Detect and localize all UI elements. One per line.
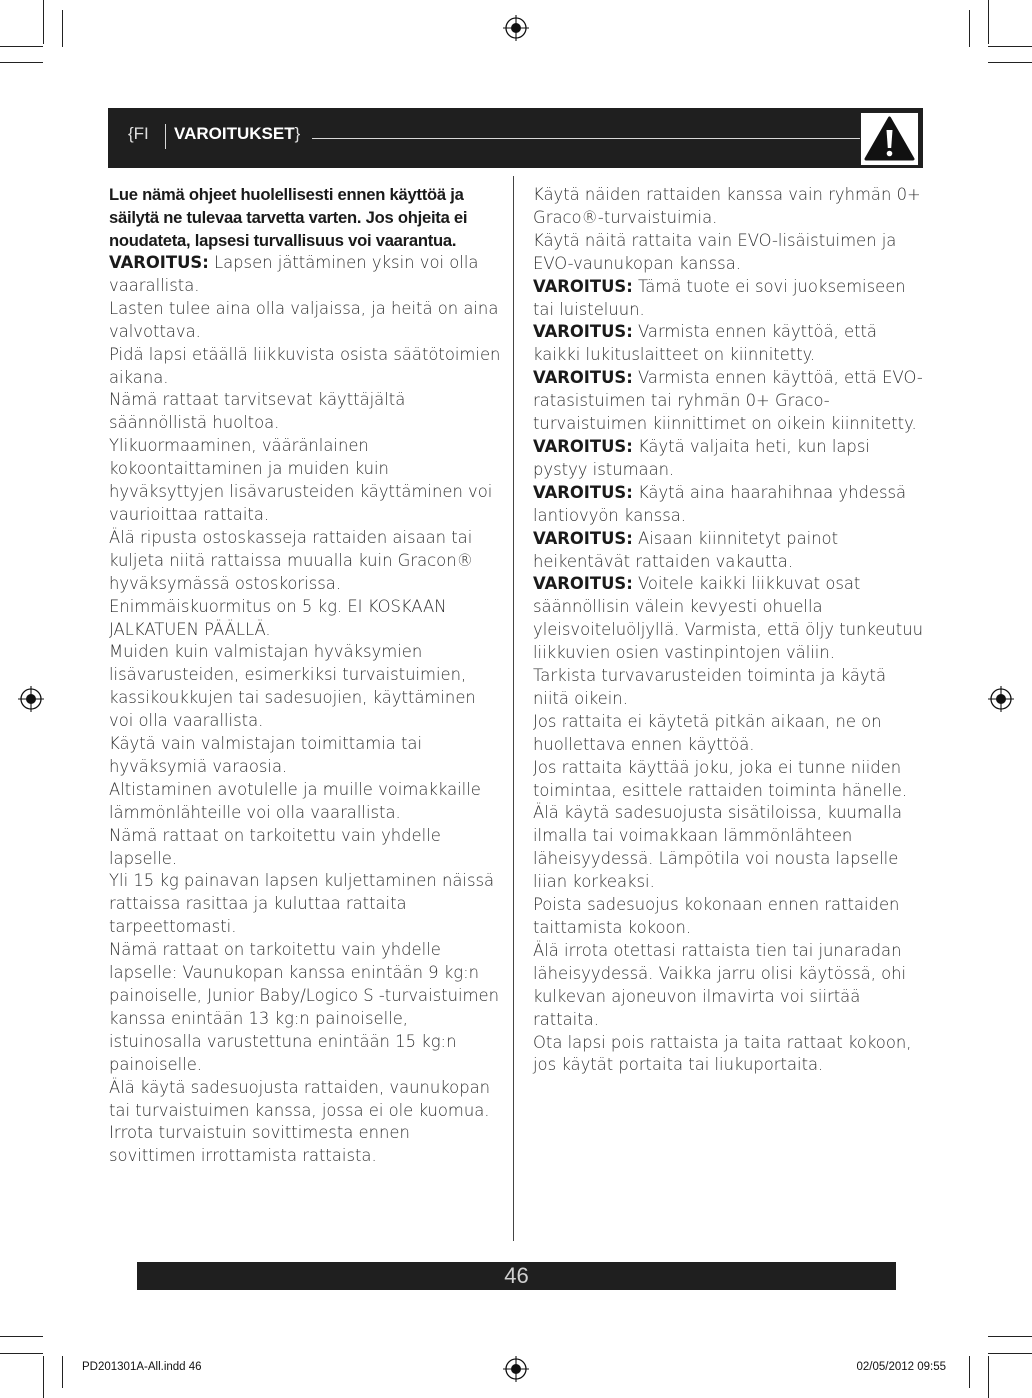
registration-mark-icon	[503, 1356, 529, 1382]
crop-mark	[62, 10, 63, 47]
crop-mark	[969, 10, 970, 47]
paragraph: Älä irrota otettasi rattaista tien tai junaradan läheisyydessä. Vaikka jarru olisi käytössä, ohi kulkevan ajoneuvon ilmavirta voi siirtää rattaita.	[533, 940, 907, 1029]
paragraph: Käytä näitä rattaita vain EVO-lisäistuimen ja EVO-vaunukopan kanssa.	[533, 230, 897, 273]
paragraph: Käytä näiden rattaiden kanssa vain ryhmän 0+ Graco®-turvaistuimia.	[533, 185, 921, 227]
crop-mark	[0, 1353, 43, 1354]
crop-mark	[988, 1356, 989, 1398]
header-rule	[312, 138, 860, 139]
warning-paragraph: VAROITUS: Varmista ennen käyttöä, että kaikki lukituslaitteet on kiinnitetty.	[533, 322, 877, 365]
paragraph: Lasten tulee aina olla valjaissa, ja heitä on aina valvottava.	[109, 298, 499, 341]
paragraph: Nämä rattaat tarvitsevat käyttäjältä säännöllistä huoltoa.	[109, 390, 406, 433]
paragraph: Altistaminen avotulelle ja muille voimakkaille lämmönlähteille voi olla vaarallista.	[109, 779, 481, 822]
crop-mark	[0, 62, 43, 63]
right-column	[533, 184, 925, 1077]
paragraph: Ylikuormaaminen, vääränlainen kokoontaittaminen ja muiden kuin hyväksyttyjen lisävarusteiden käyttäminen voi vaurioittaa rattaita.	[109, 436, 493, 524]
paragraph: Jos rattaita käyttää joku, joka ei tunne niiden toimintaa, esittele rattaiden toiminta hänelle.	[533, 757, 908, 800]
page-footer-bar	[137, 1262, 896, 1290]
paragraph: Älä ripusta ostoskasseja rattaiden aisaan tai kuljeta niitä rattaissa muualla kuin Gracon® hyväksymässä ostoskorissa. Enimmäiskuormitus on 5 kg. EI KOSKAAN JALKATUEN PÄÄLLÄ.	[109, 527, 473, 639]
crop-mark	[988, 1353, 1032, 1354]
crop-mark	[0, 1336, 43, 1337]
warning-paragraph: VAROITUS: Lapsen jättäminen yksin voi olla vaarallista.	[109, 253, 479, 295]
page-number: 46	[504, 1263, 529, 1288]
warning-triangle-icon	[861, 113, 918, 165]
slug-filename: PD201301A-All.indd 46	[82, 1361, 202, 1373]
warning-paragraph: VAROITUS: Käytä aina haarahihnaa yhdessä lantiovyön kanssa.	[533, 482, 907, 525]
paragraph: Älä käytä sadesuojusta rattaiden, vaunukopan tai turvaistuimen kanssa, jossa ei ole kuomua.	[109, 1077, 491, 1120]
column-divider	[513, 176, 514, 1241]
paragraph: Yli 15 kg painavan lapsen kuljettaminen näissä rattaissa rasittaa ja kuluttaa rattaita tarpeettomasti.	[109, 871, 495, 937]
crop-mark	[43, 0, 44, 44]
crop-mark	[62, 1356, 63, 1388]
crop-mark	[0, 46, 43, 47]
paragraph: Jos rattaita ei käytetä pitkän aikaan, ne on huollettava ennen käyttöä.	[533, 711, 882, 754]
intro-text: Lue nämä ohjeet huolellisesti ennen käyttöä ja säilytä ne tulevaa tarvetta varten. Jos ohjeita ei noudateta, lapsesi turvallisuus voi vaarantua.	[109, 185, 468, 250]
warning-paragraph: VAROITUS: Varmista ennen käyttöä, että EVO-ratasistuimen tai ryhmän 0+ Graco-turvaistuimen kiinnittimet on oikein kiinnitetty.	[533, 368, 923, 434]
warning-paragraph: VAROITUS: Aisaan kiinnitetyt painot heikentävät rattaiden vakautta.	[533, 528, 839, 571]
paragraph: Nämä rattaat on tarkoitettu vain yhdelle lapselle.	[109, 825, 441, 868]
language-code: {FI	[128, 124, 149, 143]
paragraph: Tarkista turvavarusteiden toiminta ja käytä niitä oikein.	[533, 666, 887, 708]
crop-mark	[43, 1356, 44, 1398]
paragraph: Käytä vain valmistajan toimittamia tai hyväksymiä varaosia.	[109, 734, 423, 776]
crop-mark	[988, 62, 1032, 63]
paragraph: Irrota turvaistuin sovittimesta ennen sovittimen irrottamista rattaista.	[109, 1123, 410, 1166]
registration-mark-icon	[503, 15, 529, 41]
left-column	[109, 183, 501, 1168]
slug-date: 02/05/2012 09:55	[856, 1361, 946, 1373]
paragraph: Älä käytä sadesuojusta sisätiloissa, kuumalla ilmalla tai voimakkaan lämmönlähteen läheisyydessä. Lämpötila voi nousta lapselle liian korkeaksi.	[533, 803, 903, 892]
warning-paragraph: VAROITUS: Voitele kaikki liikkuvat osat säännöllisin välein kevyesti ohuella yleisvoiteluöljyllä. Varmista, että öljy tunkeutuu liikkuvien osien vastinpintojen väliin.	[533, 574, 923, 663]
paragraph: Ota lapsi pois rattaista ja taita rattaat kokoon, jos käytät portaita tai liukuportaita.	[533, 1032, 912, 1075]
warning-paragraph: VAROITUS: Tämä tuote ei sovi juoksemiseen tai luisteluun.	[533, 276, 906, 319]
paragraph: Muiden kuin valmistajan hyväksymien lisävarusteiden, esimerkiksi turvaistuimien, kassikoukkujen tai sadesuojien, käyttäminen voi olla vaarallista.	[109, 642, 476, 731]
warning-paragraph: VAROITUS: Käytä valjaita heti, kun lapsi pystyy istumaan.	[533, 436, 870, 479]
crop-mark	[969, 1356, 970, 1388]
paragraph: Nämä rattaat on tarkoitettu vain yhdelle lapselle: Vaunukopan kanssa enintään 9 kg:n painoiselle, Junior Baby/Logico S -turvaistuimen kanssa enintään 13 kg:n painoiselle, istuinosalla varustettuna enintään 15 kg:n painoiselle.	[109, 940, 499, 1074]
registration-mark-icon	[988, 686, 1014, 712]
crop-mark	[988, 46, 1032, 47]
header-divider	[165, 124, 166, 149]
paragraph: Poista sadesuojus kokonaan ennen rattaiden taittamista kokoon.	[533, 895, 900, 937]
warning-icon-box	[860, 112, 919, 166]
crop-mark	[988, 1336, 1032, 1337]
paragraph: Pidä lapsi etäällä liikkuvista osista säätötoimien aikana.	[109, 344, 501, 387]
crop-mark	[988, 0, 989, 44]
section-title: VAROITUKSET}	[174, 124, 301, 143]
registration-mark-icon	[18, 686, 44, 712]
